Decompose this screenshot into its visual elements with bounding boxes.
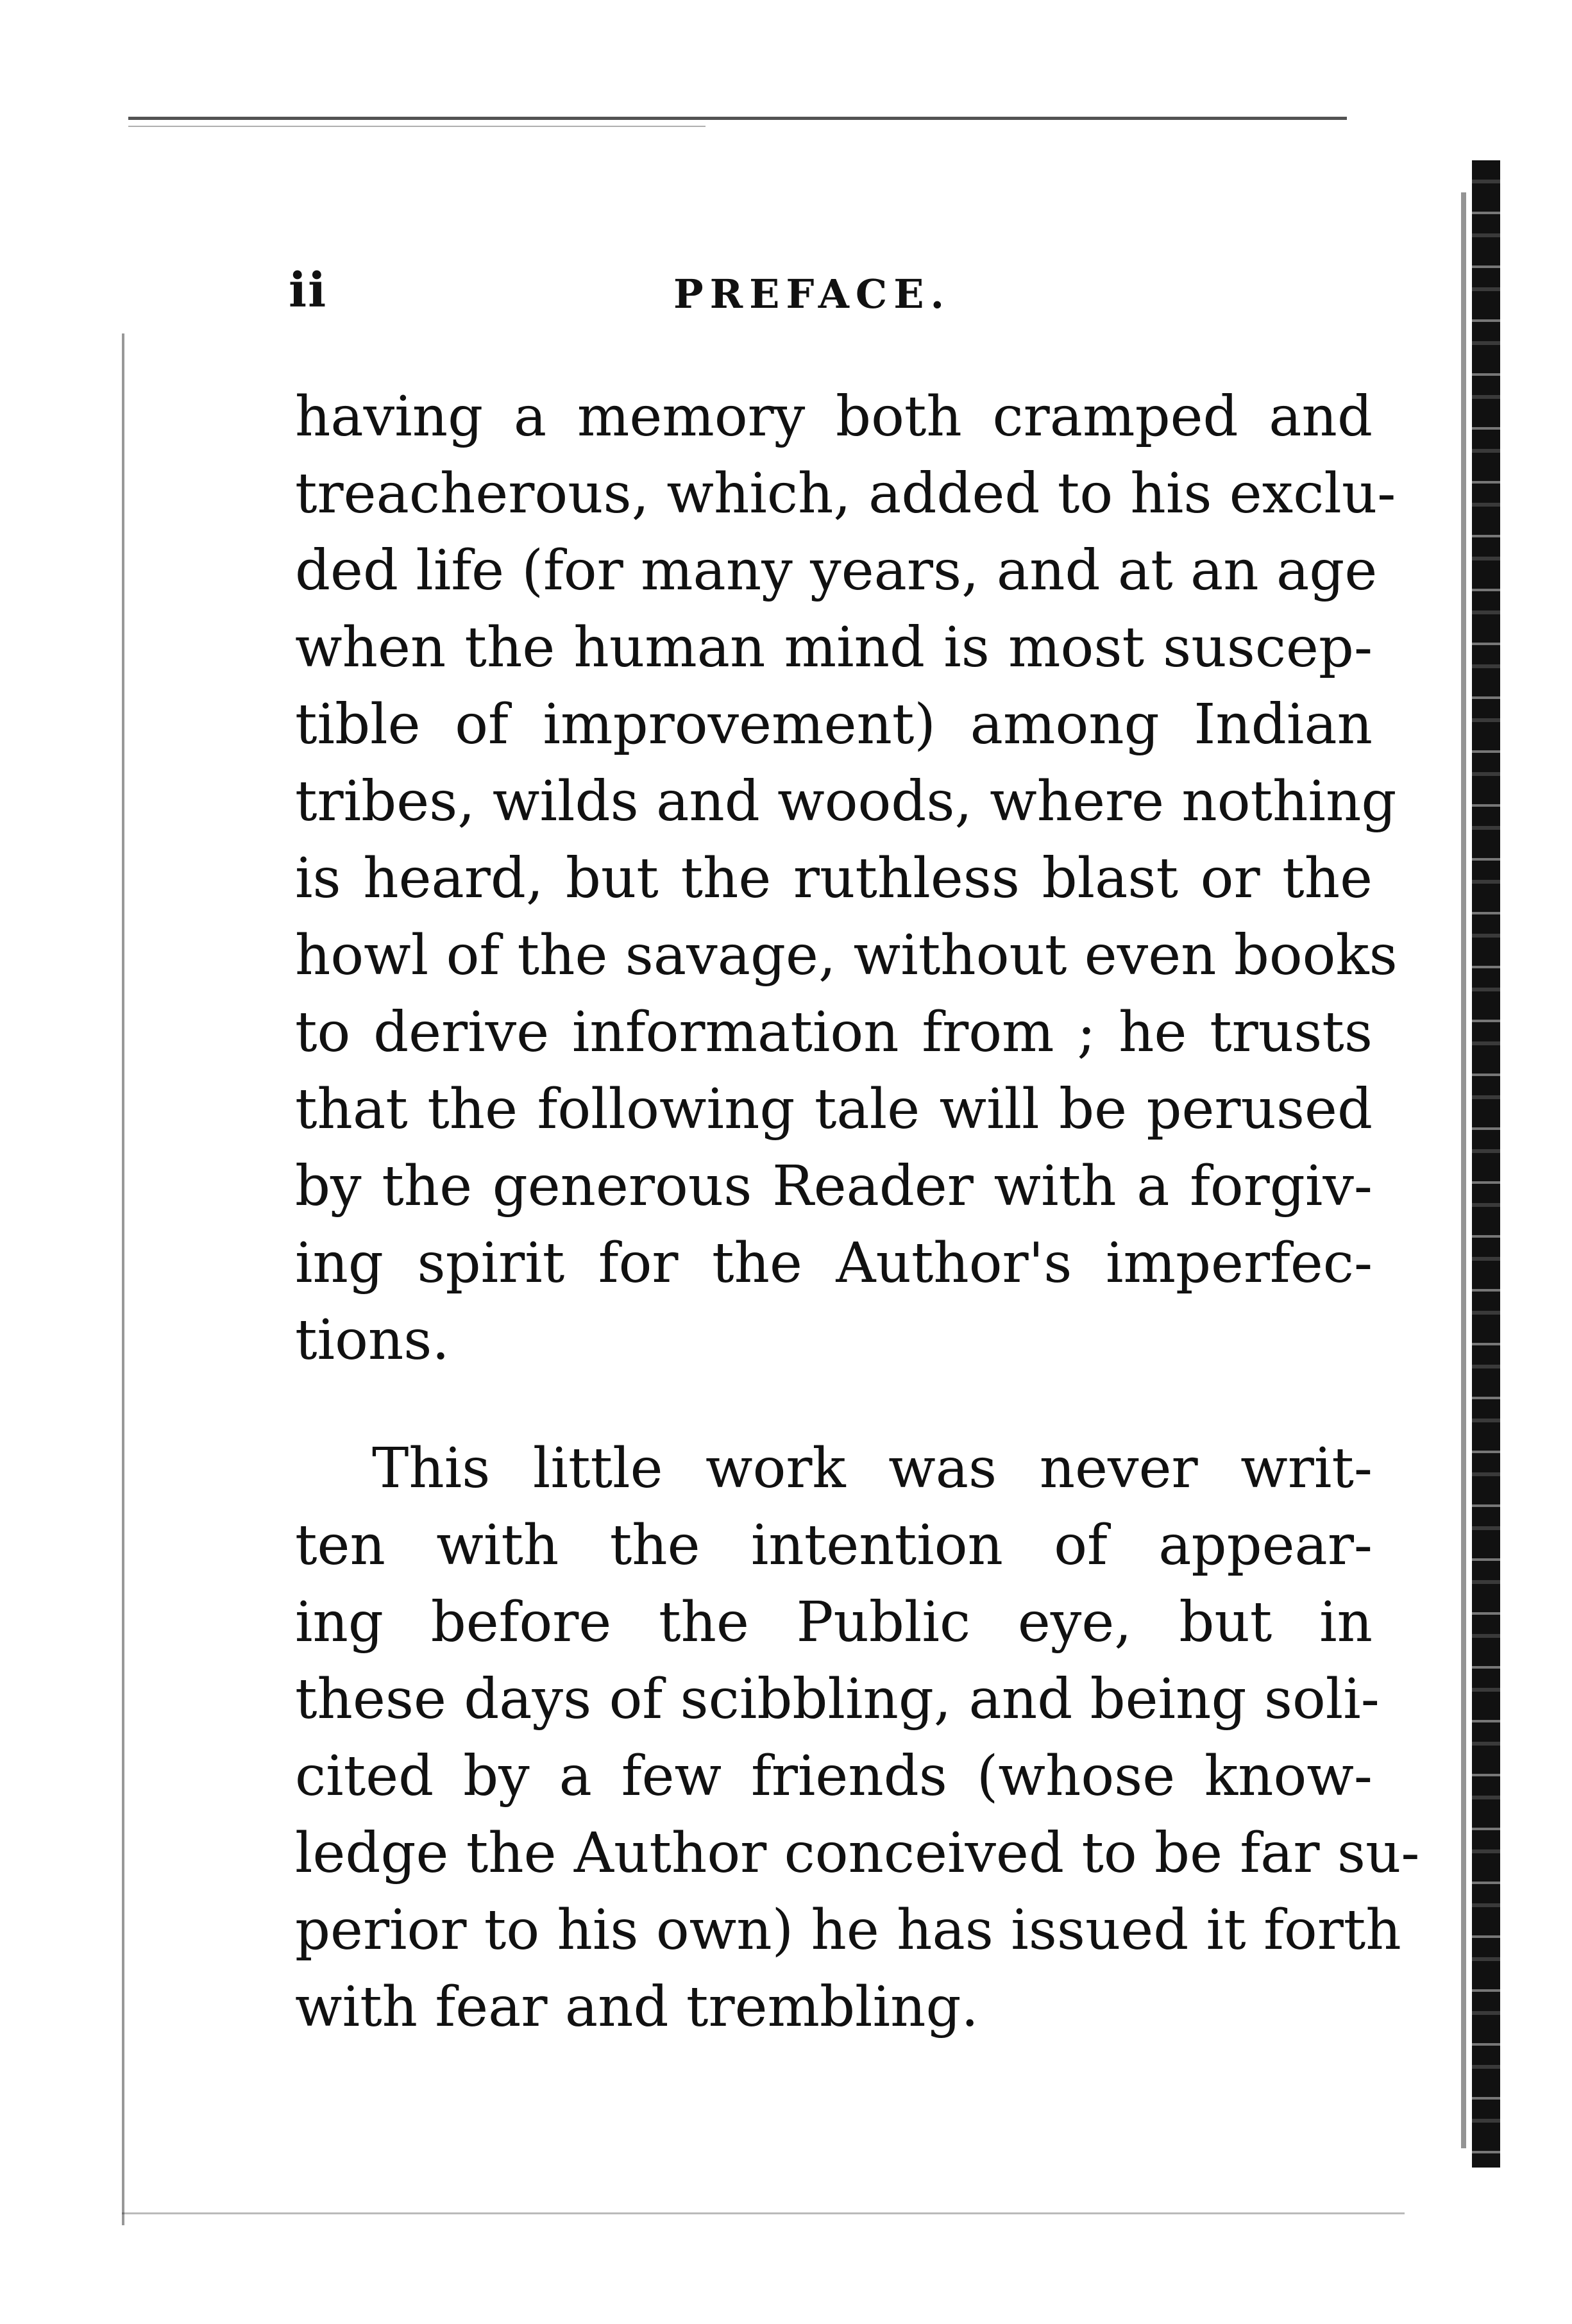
scan-bottom-edge bbox=[122, 2212, 1405, 2214]
text-line: these days of scibbling, and being soli- bbox=[295, 1667, 1380, 1731]
scan-left-edge bbox=[122, 333, 124, 2225]
scan-top-edge-faint bbox=[128, 126, 706, 127]
text-line: with fear and trembling. bbox=[295, 1975, 979, 2039]
text-line: ing spirit for the Author's imperfec- bbox=[295, 1231, 1373, 1295]
text-line: tions. bbox=[295, 1308, 450, 1372]
text-line: ten with the intention of appear- bbox=[295, 1513, 1373, 1578]
text-line: when the human mind is most suscep- bbox=[295, 616, 1373, 680]
scan-binding-shadow bbox=[1461, 192, 1466, 2148]
running-head bbox=[289, 263, 1379, 333]
text-line: to derive information from ; he trusts bbox=[295, 1000, 1373, 1065]
text-line: perior to his own) he has issued it forth bbox=[295, 1898, 1401, 1962]
text-line: ded life (for many years, and at an age bbox=[295, 539, 1378, 603]
text-line: is heard, but the ruthless blast or the bbox=[295, 846, 1373, 911]
text-line: ing before the Public eye, but in bbox=[295, 1590, 1373, 1655]
scan-top-edge bbox=[128, 117, 1347, 120]
paragraph-second bbox=[295, 1430, 1420, 2046]
running-title: PREFACE. bbox=[673, 271, 951, 317]
paragraph-continued bbox=[295, 378, 1398, 1379]
text-line-indented: This little work was never writ- bbox=[372, 1436, 1373, 1501]
text-line: tribes, wilds and woods, where nothing bbox=[295, 770, 1397, 834]
text-line: by the generous Reader with a forgiv- bbox=[295, 1154, 1373, 1218]
text-line: cited by a few friends (whose know- bbox=[295, 1744, 1373, 1808]
text-line: treacherous, which, added to his exclu- bbox=[295, 462, 1396, 526]
text-line: that the following tale will be perused bbox=[295, 1077, 1373, 1141]
text-line: howl of the savage, without even books bbox=[295, 923, 1398, 988]
scan-binding-edge bbox=[1472, 160, 1500, 2168]
text-line: having a memory both cramped and bbox=[295, 385, 1373, 449]
page-number: ii bbox=[289, 263, 328, 318]
text-line: tible of improvement) among Indian bbox=[295, 693, 1373, 757]
text-line: ledge the Author conceived to be far su- bbox=[295, 1821, 1420, 1885]
